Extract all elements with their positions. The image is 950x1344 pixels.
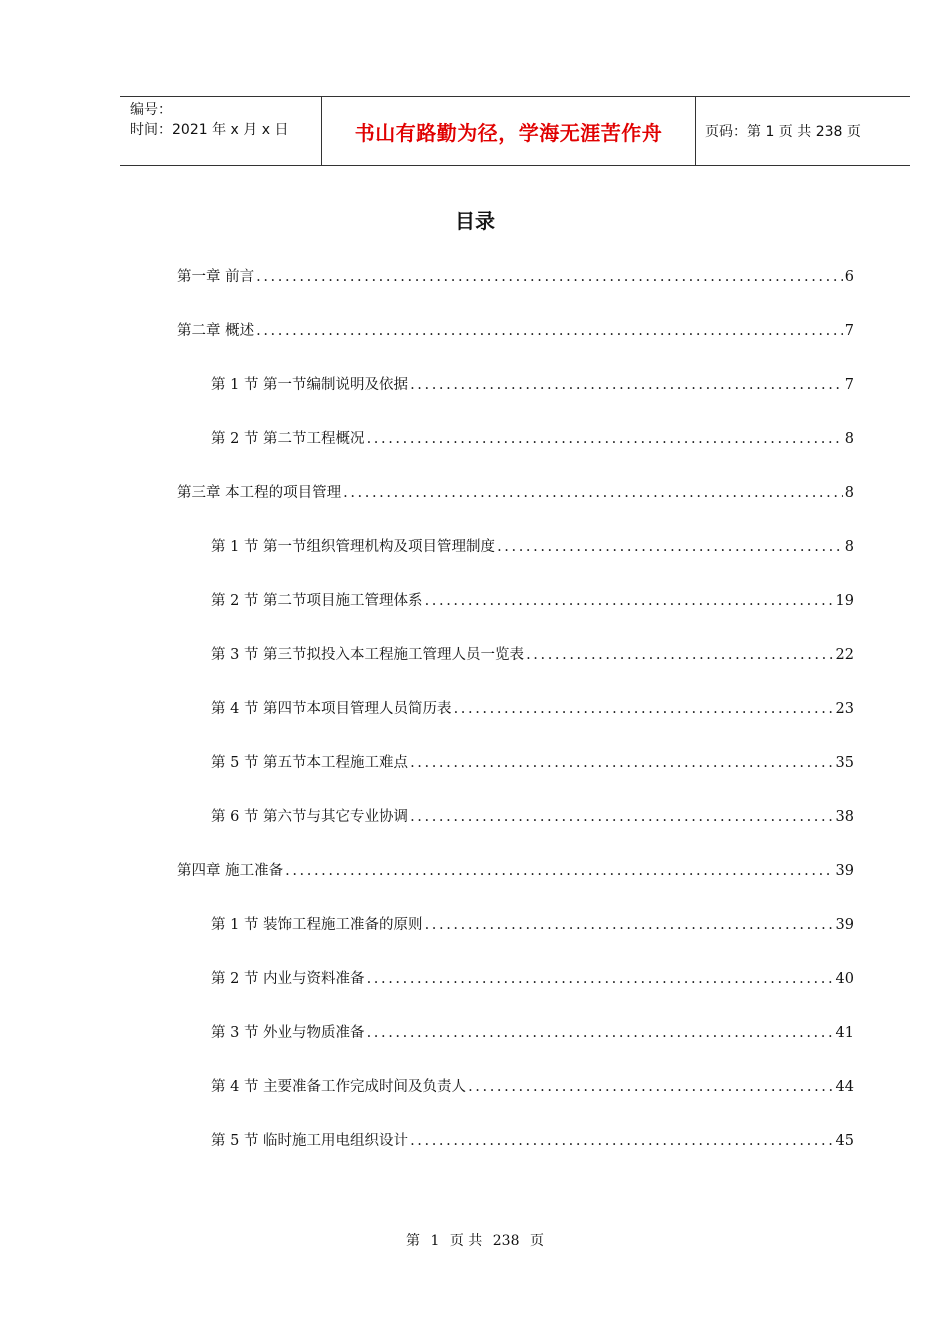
footer-page-number: 1 <box>430 1233 440 1249</box>
toc-dot-leader <box>285 863 833 879</box>
toc-entry-title: 第 2 节 内业与资料准备 <box>211 971 365 987</box>
toc-entry-page: 8 <box>844 539 854 555</box>
toc-entry-title: 第 4 节 第四节本项目管理人员简历表 <box>211 701 452 717</box>
toc-dot-leader <box>410 1133 833 1149</box>
toc-entry-page: 40 <box>835 971 854 987</box>
header-page-info: 页码：第 1 页 共 238 页 <box>705 124 861 140</box>
toc-entry[interactable] <box>211 1075 854 1099</box>
toc-dot-leader <box>410 809 833 825</box>
toc-entry-page: 35 <box>835 755 854 771</box>
toc-entry-page: 6 <box>844 269 854 285</box>
toc-entry-title: 第四章 施工准备 <box>177 863 284 879</box>
toc-entry-title: 第一章 前言 <box>177 269 255 285</box>
toc-dot-leader <box>526 647 833 663</box>
footer-prefix: 第 <box>406 1233 421 1249</box>
toc-entry-title: 第 1 节 装饰工程施工准备的原则 <box>211 917 423 933</box>
toc-entry-page: 7 <box>844 377 854 393</box>
toc-entry-page: 41 <box>835 1025 854 1041</box>
toc-entry[interactable] <box>211 967 854 991</box>
toc-entry-page: 22 <box>835 647 854 663</box>
toc-entry-page: 23 <box>835 701 854 717</box>
footer-total-pages: 238 <box>492 1233 520 1249</box>
toc-dot-leader <box>256 323 843 339</box>
toc-entry-page: 45 <box>835 1133 854 1149</box>
toc-entry-page: 38 <box>835 809 854 825</box>
toc-dot-leader <box>256 269 843 285</box>
toc-entry[interactable] <box>211 805 854 829</box>
toc-entry[interactable] <box>211 751 854 775</box>
toc-entry[interactable] <box>211 427 854 451</box>
toc-entry-title: 第二章 概述 <box>177 323 255 339</box>
toc-entry-page: 7 <box>844 323 854 339</box>
toc-entry-title: 第 3 节 第三节拟投入本工程施工管理人员一览表 <box>211 647 525 663</box>
toc-entry-page: 8 <box>844 431 854 447</box>
toc-entry[interactable] <box>211 535 854 559</box>
toc-entry-title: 第 1 节 第一节组织管理机构及项目管理制度 <box>211 539 496 555</box>
toc-dot-leader <box>367 1025 834 1041</box>
toc-entry[interactable] <box>177 859 854 883</box>
toc-entry[interactable] <box>177 265 854 289</box>
toc-entry-title: 第 6 节 第六节与其它专业协调 <box>211 809 409 825</box>
toc-dot-leader <box>343 485 843 501</box>
document-header <box>120 96 910 166</box>
header-page-cell <box>695 97 910 165</box>
toc-title: 目录 <box>455 209 495 233</box>
header-motto-cell <box>321 97 696 165</box>
toc-dot-leader <box>425 593 834 609</box>
toc-entry-title: 第三章 本工程的项目管理 <box>177 485 342 501</box>
toc-entry-title: 第 2 节 第二节工程概况 <box>211 431 365 447</box>
toc-entry-title: 第 3 节 外业与物质准备 <box>211 1025 365 1041</box>
footer-suffix: 页 <box>529 1233 544 1249</box>
toc-entry[interactable] <box>211 913 854 937</box>
toc-dot-leader <box>410 755 833 771</box>
toc-dot-leader <box>410 377 843 393</box>
toc-entry[interactable] <box>177 319 854 343</box>
toc-entry-page: 44 <box>835 1079 854 1095</box>
toc-dot-leader <box>497 539 843 555</box>
document-number-label: 编号： <box>130 102 172 118</box>
page-footer <box>0 1230 950 1250</box>
toc-entry[interactable] <box>211 589 854 613</box>
footer-mid: 页 共 <box>449 1233 483 1249</box>
toc-entry-page: 39 <box>835 863 854 879</box>
toc-entry-page: 39 <box>835 917 854 933</box>
toc-entry[interactable] <box>211 373 854 397</box>
toc-dot-leader <box>367 431 843 447</box>
toc-entry[interactable] <box>211 1021 854 1045</box>
toc-entry[interactable] <box>177 481 854 505</box>
toc-entry[interactable] <box>211 643 854 667</box>
toc-dot-leader <box>468 1079 833 1095</box>
toc-dot-leader <box>454 701 834 717</box>
toc-dot-leader <box>425 917 834 933</box>
toc-entry-title: 第 4 节 主要准备工作完成时间及负责人 <box>211 1079 467 1095</box>
toc-entry-title: 第 2 节 第二节项目施工管理体系 <box>211 593 423 609</box>
toc-dot-leader <box>367 971 834 987</box>
toc-entry-title: 第 5 节 临时施工用电组织设计 <box>211 1133 409 1149</box>
toc-entry-title: 第 1 节 第一节编制说明及依据 <box>211 377 409 393</box>
document-time-label: 时间：2021 年 x 月 x 日 <box>130 122 289 138</box>
header-meta-cell <box>120 97 320 165</box>
toc-entry[interactable] <box>211 1129 854 1153</box>
toc-entry-title: 第 5 节 第五节本工程施工难点 <box>211 755 409 771</box>
toc-entry-page: 8 <box>844 485 854 501</box>
toc-entry-page: 19 <box>835 593 854 609</box>
header-motto: 书山有路勤为径，学海无涯苦作舟 <box>354 120 663 145</box>
toc-entry[interactable] <box>211 697 854 721</box>
